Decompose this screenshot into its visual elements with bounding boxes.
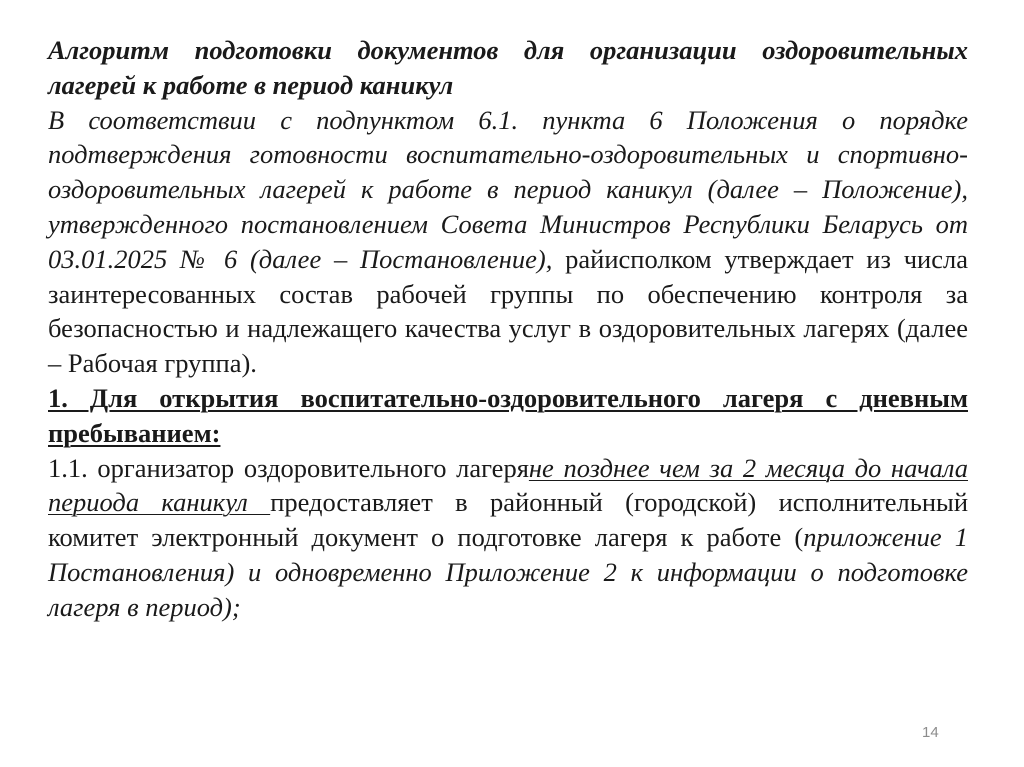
slide-content (48, 33, 968, 625)
page-number: 14 (922, 724, 939, 741)
intro-paragraph (48, 103, 968, 381)
slide-title: Алгоритм подготовки документов для организации оздоровительных лагерей к работе в период каникул (48, 35, 968, 100)
item-middle-text: предоставляет в районный (городской) исполнительный комитет электронный документ о подготовке лагеря к работе ( (48, 487, 969, 553)
section-heading: 1. Для открытия воспитательно-оздоровительного лагеря с дневным пребыванием: (48, 382, 968, 448)
item-prefix-text: 1.1. организатор оздоровительного лагеря (48, 452, 529, 483)
item-deadline-text: не позднее чем за 2 месяца до начала периода каникул (48, 452, 968, 518)
list-item (48, 451, 968, 625)
intro-regular-text: райисполком утверждает из числа заинтересованных состав рабочей группы по обеспечению контроля за безопасностью и надлежащего качества услуг в оздоровительных лагерях (далее – Рабочая группа). (48, 243, 968, 379)
item-appendix-text: приложение 1 Постановления) и одновременно Приложение 2 к информации о подготовке лагеря в период); (48, 522, 968, 622)
intro-italic-text: В соответствии с подпунктом 6.1. пункта 6 Положения о порядке подтверждения готовности воспитательно-оздоровительных и спортивно-оздоровительных лагерей к работе в период каникул (далее – Положение), утвержденного постановлением Совета Министров Республики Беларусь от 03.01.2025 № 6 (далее – Постановление), (48, 104, 968, 274)
